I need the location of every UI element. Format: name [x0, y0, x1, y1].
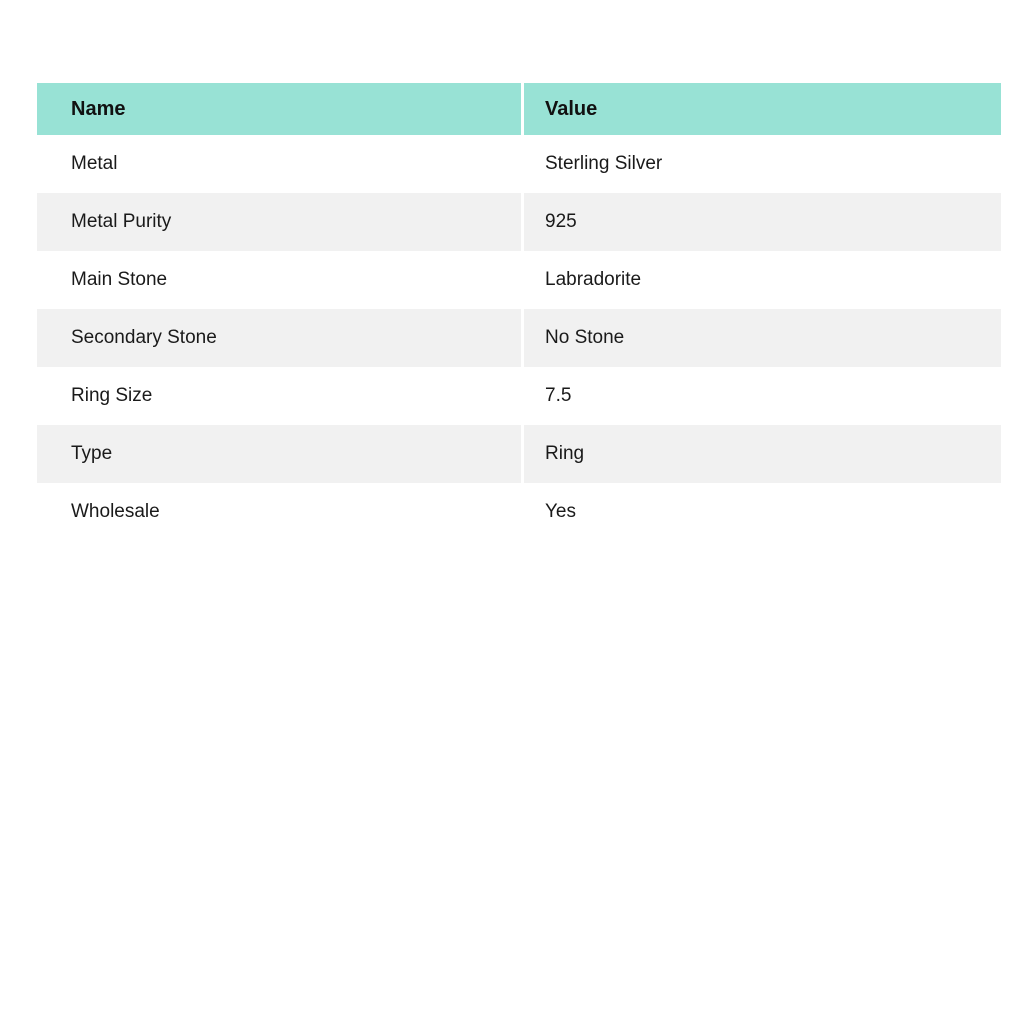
column-header-value: Value	[521, 83, 1001, 135]
attribute-name-main-stone: Main Stone	[37, 251, 521, 309]
attribute-value-secondary-stone: No Stone	[521, 309, 1001, 367]
attribute-name-metal: Metal	[37, 135, 521, 193]
table-row	[37, 251, 1001, 309]
product-spec-table	[37, 83, 1001, 541]
header-row	[37, 83, 1001, 135]
attribute-value-type: Ring	[521, 425, 1001, 483]
attribute-name-secondary-stone: Secondary Stone	[37, 309, 521, 367]
attribute-name-wholesale: Wholesale	[37, 483, 521, 541]
table-row	[37, 425, 1001, 483]
attribute-value-wholesale: Yes	[521, 483, 1001, 541]
attribute-value-metal: Sterling Silver	[521, 135, 1001, 193]
spec-table-body	[37, 135, 1001, 541]
spec-table	[37, 83, 1001, 541]
spec-table-header	[37, 83, 1001, 135]
column-header-name: Name	[37, 83, 521, 135]
attribute-value-ring-size: 7.5	[521, 367, 1001, 425]
table-row	[37, 309, 1001, 367]
table-row	[37, 483, 1001, 541]
table-row	[37, 367, 1001, 425]
attribute-name-type: Type	[37, 425, 521, 483]
table-row	[37, 135, 1001, 193]
attribute-name-metal-purity: Metal Purity	[37, 193, 521, 251]
table-row	[37, 193, 1001, 251]
attribute-value-metal-purity: 925	[521, 193, 1001, 251]
attribute-name-ring-size: Ring Size	[37, 367, 521, 425]
attribute-value-main-stone: Labradorite	[521, 251, 1001, 309]
